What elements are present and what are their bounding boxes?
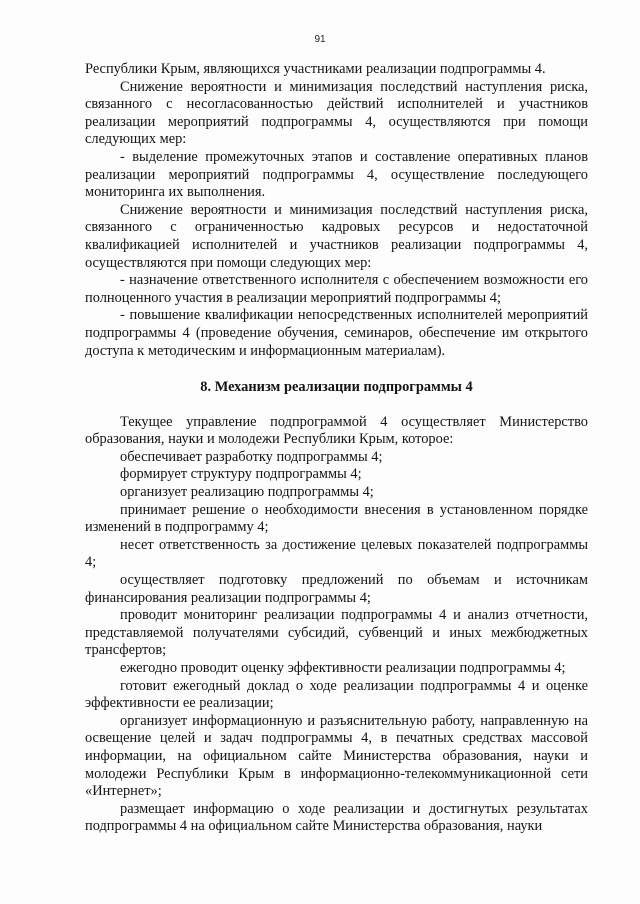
paragraph: формирует структуру подпрограммы 4; (120, 466, 362, 483)
page-content (85, 61, 588, 836)
paragraph: несет ответственность за достижение целевых показателей подпрограммы 4; (85, 536, 588, 571)
paragraph: организует информационную и разъяснительную работу, направленную на освещение целей и задач подпрограммы 4, в печатных средствах массовой информации, на официальном сайте Министерства образования, науки и молодежи Республики Крым в информационно-телекоммуникационной сети «Интернет»; (85, 712, 588, 800)
paragraph: Снижение вероятности и минимизация последствий наступления риска, связанного с несогласованностью действий исполнителей и участников реализации мероприятий подпрограммы 4, осуществляются при помощи следующих мер: (85, 78, 588, 148)
paragraph: - назначение ответственного исполнителя с обеспечением возможности его полноценного участия в реализации мероприятий подпрограммы 4; (85, 272, 588, 306)
paragraph: организует реализацию подпрограммы 4; (120, 484, 374, 501)
paragraph: проводит мониторинг реализации подпрограммы 4 и анализ отчетности, представляемой получателями субсидий, субвенций и иных межбюджетных трансфертов; (85, 607, 588, 659)
section-after-heading (85, 414, 588, 836)
section-heading: 8. Механизм реализации подпрограммы 4 (200, 379, 473, 396)
paragraph: - повышение квалификации непосредственных исполнителей мероприятий подпрограммы 4 (проведение обучения, семинаров, обеспечение им открытого доступа к методическим и информационным материалам). (85, 307, 588, 359)
page-number: 91 (314, 34, 326, 45)
paragraph: обеспечивает разработку подпрограммы 4; (120, 448, 383, 465)
paragraph: осуществляет подготовку предложений по объемам и источникам финансирования реализации подпрограммы 4; (85, 572, 588, 606)
paragraph: Снижение вероятности и минимизация последствий наступления риска, связанного с ограниченностью кадровых ресурсов и недостаточной квалификацией исполнителей и участников реализации подпрограммы 4, осуществляются при помощи следующих мер: (85, 201, 588, 271)
paragraph: Текущее управление подпрограммой 4 осуществляет Министерство образования, науки и молодежи Республики Крым, которое: (85, 413, 588, 448)
paragraph: принимает решение о необходимости внесения в установленном порядке изменений в подпрограмму 4; (85, 501, 588, 536)
section-before-heading (85, 61, 588, 360)
paragraph: - выделение промежуточных этапов и составление оперативных планов реализации мероприятий подпрограммы 4, осуществление последующего мониторинга их выполнения. (85, 148, 588, 201)
paragraph: готовит ежегодный доклад о ходе реализации подпрограммы 4 и оценке эффективности ее реализации; (85, 677, 588, 712)
paragraph: размещает информацию о ходе реализации и достигнутых результатах подпрограммы 4 на официальном сайте Министерства образования, науки (85, 800, 588, 835)
paragraph: Республики Крым, являющихся участниками реализации подпрограммы 4. (85, 61, 546, 77)
paragraph: ежегодно проводит оценку эффективности реализации подпрограммы 4; (120, 660, 566, 676)
